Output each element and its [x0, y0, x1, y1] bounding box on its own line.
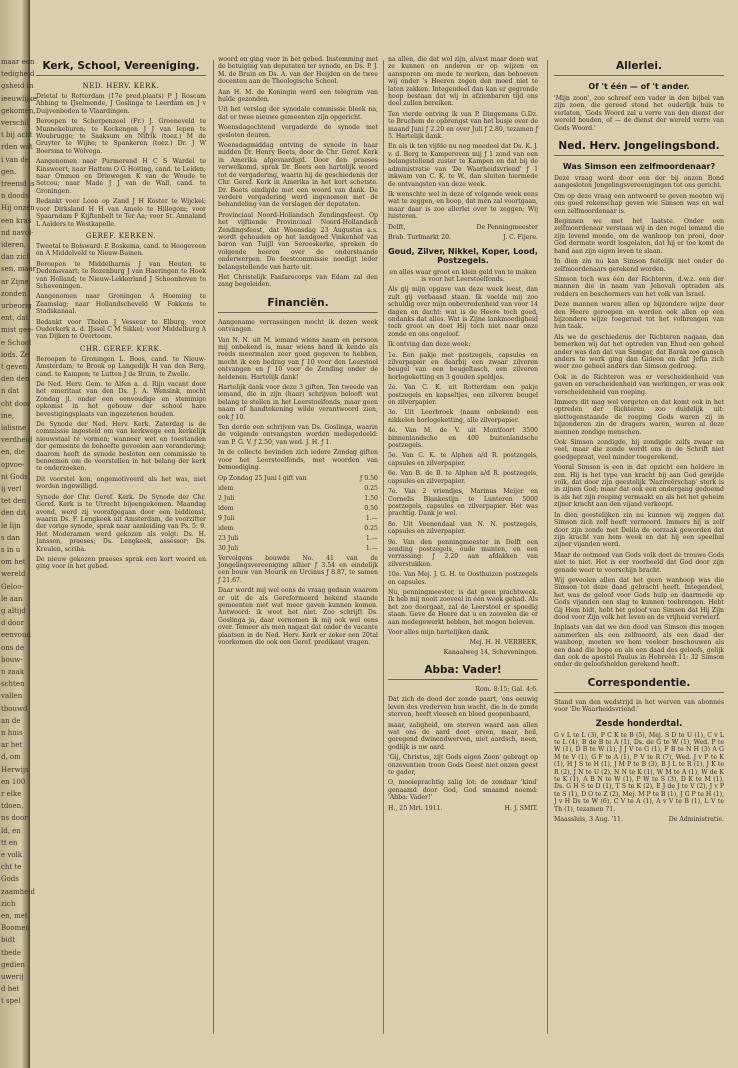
spine-text-fragment: ons de	[1, 643, 25, 652]
spine-text-fragment: ar Zijne	[1, 277, 29, 286]
gift-amount: 0.50	[364, 504, 378, 512]
signature-role: De Penningmeester	[476, 223, 538, 231]
spine-text-fragment: n doods	[1, 192, 29, 201]
gift-row	[218, 495, 378, 502]
gift-row	[218, 545, 378, 552]
poem-reference	[388, 686, 538, 693]
article-text: Dit voorstel kon, ongemotiveerd als het was, niet worden ingewilligd.	[36, 475, 206, 491]
article-text: Bedankt voor Loon op Zand J H Koster te Wijckel; voor Dirksland H H van Amelo te Hillegom; voor Spaarndam F Kijftenbelt te Ter Aa; voor St. Annaland L Aalders te Westkapelle.	[36, 198, 206, 228]
gift-date: idem	[218, 524, 234, 532]
spine-text-fragment: bouw-	[1, 655, 23, 664]
article-text: en alles waar groot en klein geld van te maken is voor het Leerstoelfonds.	[389, 268, 537, 283]
spine-text-fragment: e School	[1, 338, 32, 347]
spine-text-fragment: s in u	[1, 546, 21, 554]
spine-text-fragment: een kras	[1, 216, 32, 225]
spine-text-fragment: s dan	[1, 533, 20, 542]
spine-text-fragment: verschil	[1, 119, 29, 127]
spine-text-fragment: e volk	[1, 851, 23, 859]
gift-row	[218, 485, 378, 492]
article-text: woord en ging voor in het gebed. Instemming met de betuiging van deputaten ter synode, en Ds. P. J. M. de Bruin en Ds. A. van der Heijden en de twee docenten aan de Theologische School.	[218, 56, 378, 86]
article-text: Beroepen te Scherpenzeel (Fr.) J. Groeneveld te Munnekeburen; te Kockengen J J van Iepen te Woubrugge; te Saaksum en Nifrik (toez.) M de Gruyter te Wijhe; te Spankeren (toez.) Dr. J W Boersma te Wolvega.	[36, 118, 206, 155]
article-text: Aangename verrassingen mocht ik dezen week ontvangen.	[218, 318, 378, 334]
spine-text-fragment: zich	[1, 899, 16, 908]
column-leerstoel	[388, 52, 538, 1064]
subheader-ned-herv: NED. HERV. KERK.	[82, 82, 160, 90]
gift-date: 30 Juli	[218, 544, 239, 552]
spine-text-fragment: t bij acht	[1, 131, 33, 140]
spine-text-fragment: ideren,	[1, 241, 27, 249]
signature-line	[388, 224, 538, 231]
announcement-title: Zesde honderdtal.	[595, 717, 683, 728]
section-header-goud: Goud, Zilver, Nikkel, Koper, Lood, Postzegels.	[388, 246, 538, 265]
poem-reference-text: Rom. 8:15; Gal. 4:6.	[475, 686, 538, 694]
spine-text-fragment: maar een	[1, 58, 35, 66]
spine-text-fragment: ieeuwlijke	[1, 94, 38, 103]
spine-text-fragment: treemd is	[1, 180, 35, 188]
section-header-financien: Financiën.	[218, 297, 378, 313]
announcement-sender: De Administratie.	[668, 816, 724, 824]
spine-text-fragment: en 100	[1, 777, 26, 786]
article-text: Uit het verslag der synodale commissie bleek na, dat er twee nieuwe gemeenten zijn opgericht.	[218, 106, 378, 121]
article-text: 'Mijn zoon', zoo schreef een vader in den bijbel van zijn zoon, die gereed stond het ouderlijk huis te verlaten, 'Gods Woord zal u verre van den dienst der wereld houden, of — de dienst der wereld verre van Gods Woord.'	[554, 95, 724, 132]
article-text: Als we de geschiedenis der Richteren nagaan, dan bemerken wij dat het optreden van Ehud een geheel ander was dan dat van Samgar, dat Barak zoo gansch anders te werk ging dan Gideon en dat Jefta zich weer zoo geheel anders dan Simson gedroeg.	[554, 333, 724, 371]
spine-text-fragment: Gods	[1, 875, 19, 884]
article-text: Ook Simson zondigde, hij zondigde zelfs zwaar en veel, maar die zonde wordt ons in de Schrift niet goedgepraat, veel minder toegerekend.	[554, 439, 724, 461]
gift-amount: 1.—	[365, 534, 378, 542]
spine-text-fragment: d door	[1, 619, 24, 628]
subheader-geref: GEREF. KERKEN.	[85, 231, 157, 240]
spine-text-fragment: eenvoud	[1, 631, 31, 640]
spine-text-fragment: urbeorig	[1, 302, 32, 310]
spine-text-fragment: ar het	[1, 741, 23, 750]
spine-text-fragment: zaamheid	[1, 887, 36, 896]
section-header-allerlei: Allerlei.	[554, 60, 724, 76]
gift-amount: ƒ 0.50	[359, 474, 378, 482]
subheader-chr-geref: CHR. GEREF. KERK.	[79, 344, 163, 353]
spine-text-fragment: ns door	[1, 814, 28, 823]
spine-text-fragment: le lijn	[1, 521, 21, 530]
article-text: Ook in de Richteren was er verscheidenheid van gaven en verscheidenheid van werkingen, er was ook verscheidenheid van roeping.	[554, 373, 724, 396]
article-text: Het Christelijk Fanfarecorps van Edam zal den zang begeleiden.	[218, 273, 378, 289]
article-title: Was Simson een zelfmoordenaar?	[562, 162, 716, 172]
column-synod-finance	[218, 52, 378, 1064]
article-text: En als ik ten vijfde nu nog meedeel dat Ds. K. J. v. d. Berg te Kampereven mij ƒ 1 zond van een belangstellend zuster te Kampen en dat bij de administratie van 'De Waarheidsvriend' ƒ 1 inkwam van C. K. te W., dan sluiten hiermede de ontvangsten van deze week.	[388, 143, 538, 188]
left-page-edge	[0, 0, 38, 1068]
gift-row	[218, 525, 378, 532]
poem-stanza: Dat zich de dood der zonde paart, 'ons eeuwig leven des vrederven hun wacht, die in de zonde sterven, heeft vleesch en bloed geopenbaard,	[388, 696, 538, 719]
spine-text-fragment: zonden	[1, 289, 27, 298]
gift-date: 2 Juli	[218, 494, 235, 502]
spine-text-fragment: tt en	[1, 838, 18, 847]
article-text: Vervolgens bouwde No. 41 van de Jongelingsvereeniging alhier ƒ 3.54 en eindelijk een bouw van Mourik en Urcinus ƒ 8.87, te samen ƒ 21.67.	[218, 554, 378, 584]
announcement-signature	[554, 816, 724, 823]
spine-text-fragment: schten	[1, 680, 25, 689]
article-text: Immers dit mag wel vergeten en dat komt ook in het optreden der Richteren zoo duidelijk uit: niettegenstaande de roeping Gods waren zij in bijzonderen zin de dragers waren, waren al deze mannen zondige menschen.	[554, 399, 724, 436]
section-header-jongelingsbond: Ned. Herv. Jongelingsbond.	[554, 140, 724, 156]
poem-stanza: maar, zaligheid, om sterven waard aan allen wat ons de aard doet erven, maar, heil, geregend dwinendwerven, niet aardsch, neen, godlijk is uw aard.	[388, 721, 538, 751]
column-allerlei	[554, 52, 724, 1064]
column-rule	[547, 60, 548, 1034]
signature-address: Brab. Turfmarkt 20.	[388, 233, 452, 241]
article-text: Ik wenschte wel in deze of volgende week eens wat te zeggen, en hoop, dat men zal voortgaan, maar daar is zoo allerlei over te zeggen; Wij luisteren.	[388, 190, 538, 221]
article-text: Hartelijk dank voor deze 3 giften. Ten tweede van iemand, die in zijn (haar) schrijven belooft wat belang te stellen in het Leerstoelfonds, maar geen naam of handtekening wilde verantwoord zien, ook ƒ 10.	[218, 384, 378, 421]
article-text: Woensdagmiddag ontving de synode in haar midden Dr. Henry Beets, door de Chr. Geref. Kerk in Amerika afgevaardigd. Door den praeses verwelkomd, sprak Dr. Beets een hartelijk woord tot de vergadering, waarin hij de geschiedenis der Chr. Geref. Kerk in Amerika in het kort schetste. Dr. Beets eindigde met een woord van dank. De verdere vergadering werd ingenomen met de behandeling van de verslagen der deputaten.	[218, 142, 378, 209]
spine-text-fragment: mist gee-	[1, 326, 34, 335]
article-text: 2e. Van C. K. uit Rotterdam een pakje postzegels en kapseltjes, een zilveren beugel en zilverpapier.	[388, 384, 538, 407]
spine-text-fragment: bidt	[1, 936, 16, 945]
article-text: Deze mannen waren allen op bijzondere wijze door den Heere geroepen en werden ook allen op een bijzondere wijze toegerust tot het volbrengen van hun taak.	[554, 301, 724, 331]
spine-text-fragment: ld, en	[1, 826, 21, 835]
article-text: Aan H. M. de Koningin werd een telegram van hulde gezonden.	[218, 88, 378, 104]
spine-text-fragment: ni Gods	[1, 472, 28, 481]
gift-date: 9 Juli	[218, 514, 235, 522]
spine-text-fragment: gedien	[1, 960, 25, 969]
column-rule	[383, 60, 384, 1034]
spine-text-fragment: gen.	[1, 167, 17, 176]
signature-name: J. C. Fijere.	[503, 233, 538, 241]
spine-text-fragment: i van de	[1, 155, 29, 164]
article-text: Als gij mijn opgave van deze week leest, dan zult gij verbaasd staan. Ik voelde mij zoo schuldig over mijn onbevredenheid van voor 14 dagen en dacht: wat is de Heere toch goed, ondanks dat alles. Wat is Zijne lankmoedigheid toch groot en doet Hij toch niet naar onze zonde en ons ongeloof.	[388, 286, 538, 338]
signature-line	[388, 234, 538, 241]
poem-author: H. J. SMIT.	[504, 804, 538, 812]
signature-line	[388, 649, 538, 656]
column-church-news	[36, 52, 206, 1064]
article-text: 3e. Uit Leerbroek (naam onbekend) een nikkelen horlogeketting, alle zilverpapier.	[388, 409, 538, 424]
article-text: Provinciaal Noord-Hollandsch Zendingsfeest. Op het vijftiende Provinciaal Noord-Hollandsch Zendingsfeest, dat Woensdag 23 Augustus a.s. wordt gehouden op het landgoed Vinkenhof van baron van Tuijll van Serooskerke, spreken de volgende heeren over de onderstaande onderwerpen. De feestcommissie noodigt ieder belangstellende van harte uit.	[218, 211, 378, 271]
gift-table	[218, 475, 378, 552]
article-text: Om op deze vraag een antwoord te geven moeten wij ons goed rekenschap geven wie Simson was en wat een zelfmoordenaar is.	[554, 192, 724, 215]
article-text: 6e. Van B. de B. te Alphen a/d R. postzegels, capsules en zilverpapier.	[388, 470, 538, 485]
poem-signature	[388, 805, 538, 812]
article-text: Ten derde een schrijven van Ds. Goslinga, waarin de volgende ontvangsten worden medegedeeld: van P. G. V. ƒ 2.50, van wed. J. H. ƒ 1.	[218, 424, 378, 446]
spine-text-fragment: d het	[1, 985, 20, 994]
article-text: Synode der Chr. Geref. Kerk. De Synode der Chr. Geref. Kerk is te Utrecht bijeengekomen. Maandag avond, werd zij voorafgegaan door een biddienst, waarin Ds. F. Lengkeek uit Amsterdam, de voorzitter der vorige synode, sprak naar aanleiding van Ps. 5: 9. Het Moderamen werd gekozen als volgt: Ds. H. Janssen, praeses; Ds. Lengkeek, assessor; Ds. Kreulen, scriba.	[36, 493, 206, 553]
spine-text-fragment: vallen	[1, 692, 23, 701]
article-title: Of 't één — of 't ander.	[588, 82, 690, 91]
article-text: Daar wordt mij wel eens de vraag gedaan waarom er uit de als Gereformeerd bekend staande gemeenten niet wat meer gaven kunnen komen. Antwoord: ik weet het niet. Zoo schrijft Ds. Goslinga ja, daar vernomen ik mij ook wel eens over. Temeer als men nagaat dat onder de vacante plaatsen in de Ned. Herv. Kerk er zeker een 20tal voorkomen die ook een Geref. predikant vragen.	[218, 587, 378, 646]
spine-text-fragment: t spel	[1, 997, 21, 1006]
spine-text-fragment: en, die	[1, 448, 25, 457]
spine-text-fragment: cht te	[1, 863, 22, 872]
spine-text-fragment: opvoe-	[1, 460, 25, 469]
article-text: 10e. Van Mej. J. G. H. te Oosthuizen postzegels en capsules.	[388, 571, 538, 586]
gift-row	[218, 515, 378, 522]
spine-text-fragment: tbouwd	[1, 704, 28, 713]
spine-text-fragment: den den	[1, 375, 30, 384]
spine-text-fragment: ine,	[1, 411, 15, 420]
spine-text-fragment: verdheid	[1, 436, 33, 445]
article-text: 4e. Van M. de V. uit Montfoort 3500 binnenlandsche en 400 buitenlandsche postzegels.	[388, 427, 538, 450]
spine-text-fragment: Hij onzen	[1, 204, 35, 213]
spine-text-fragment: Herwijs	[1, 765, 29, 774]
gift-date: idem	[218, 484, 234, 492]
article-text: Aangenomen naar Groningen A Hoeming te Zaamslag; naar Hollandscheveld W Fokkens te Stadskanaal.	[36, 293, 206, 316]
article-text: Maar de ootmoed van Gods volk doet de trouwe Gods niet te niet. Het is eer voorbeeld dat God door zijn genade weer te voorschijn bracht.	[554, 551, 724, 574]
spine-text-fragment: tbede	[1, 948, 22, 957]
spine-text-fragment: r elke	[1, 790, 22, 798]
gift-row	[218, 505, 378, 512]
announcement-place: Maassluis, 3 Aug. '11.	[554, 816, 623, 824]
gift-amount: 0.25	[364, 484, 378, 492]
article-text: De Ned. Herv. Gem. te Alfen a. d. Rijn vacant door het emeritaat van den Ds. J. A. Wensink, mocht Zondag jl. onder een eenvoudige en stemmige opkomst in het gebouw der school hare bevestigingsplaats van ingezetenen houden.	[36, 381, 206, 418]
spine-text-fragment: nd navol-	[1, 228, 34, 237]
gift-date: 23 Juli	[218, 534, 239, 542]
spine-text-fragment: den dit	[1, 509, 26, 518]
spine-text-fragment: gsheid in	[1, 82, 34, 91]
article-text: De nieuw gekozen praeses sprak een kort woord en ging voor in het gebed.	[36, 555, 206, 571]
article-text: Deze vraag werd door een der bij onzen Bond aangesloten Jongelingsvereenigingen tot ons gericht.	[554, 175, 724, 190]
spine-text-fragment: an de	[1, 716, 21, 725]
spine-text-fragment: Geloo-	[1, 582, 24, 591]
spine-text-fragment: en, met	[1, 912, 28, 920]
spine-text-fragment: g altijd	[1, 607, 26, 615]
spine-text-fragment: cht door	[1, 399, 31, 408]
gift-date: idem	[218, 504, 234, 512]
article-text: Van N. N. uit M. iemand wiens naam en persoon mij onbekend is, maar wiens hand ik kende als reeds meermalen zeer goed gegeven te hebben, mocht ik een bedrag van ƒ 10 voor den Leerstoel ontvangen en ƒ 10 voor de Zending onder de heidenen. Hartelijk dank!	[218, 336, 378, 381]
column-rule	[213, 60, 214, 1034]
spine-text-fragment: d, om	[1, 753, 21, 762]
spine-text-fragment: om het	[1, 558, 26, 567]
article-text: In de collecte bevinden zich iedere Zondag giften voor het Leerstoelfonds, met woorden van bemoediging.	[218, 449, 378, 472]
poem-stanza: 'Gij, Christus, zijt Gods eigen Zoon' gebragt op onzeventien troon Gods Geest niet onzen geest te gader,	[388, 754, 538, 777]
gift-amount: 0.25	[364, 524, 378, 532]
article-text: Voor alles mijn hartelijken dank.	[388, 629, 490, 636]
spine-text-fragment: sen, maar	[1, 265, 37, 274]
article-text: In dien geestelijken zin nu kunnen wij zeggen dat Simson zich zelf heeft vermoord. Immers hij is zelf door zijn zonde met Delila de oorzaak geworden dat zijn kracht van hem week en dat hij een speelbal zijner vijanden werd.	[554, 511, 724, 549]
gift-row	[218, 535, 378, 542]
gift-amount: 1.50	[364, 494, 378, 502]
spine-text-fragment: n dat	[1, 387, 20, 396]
article-text: Ik ontving dan deze week:	[388, 341, 471, 349]
spine-text-fragment: dan zich	[1, 253, 31, 262]
section-header-kerk: Kerk, School, Vereeniging.	[36, 60, 206, 76]
article-text: De Synode der Ned. Herv. Kerk. Zaterdag is de commissie ingesteld om van kerkwege een kerkelijk nieuwstaal te vormen; wanneer wet en toestanden der gemeente de behoefte gevoelen aan verandering; daarom heeft de synode besloten een commissie te benoemen om de voorstellen in het belang der kerk te onderzoeken.	[36, 421, 206, 473]
section-header-abba: Abba: Vader!	[388, 664, 538, 680]
article-text: Wij geveolen allen dat het geen wanhoop was die Simson tot deze daad gebracht heeft. Integendeel, het was de geloof voor Gods hulp en daarmede op Gods vijanden een slag te kunnen toebrengen. Hebt Gij Hem bidt, hebt het geloof van Simson dat Hij Zijn dood voor Zijn volk het leven en de vrijheid verwierf.	[554, 576, 724, 621]
signature-line	[388, 639, 538, 646]
spine-text-fragment: wereld	[1, 570, 26, 579]
article-text: Stand van den wedstrijd in het werven van abonnés voor 'De Waarheidsvriend.'	[554, 698, 724, 714]
spine-text-fragment: n zaak	[1, 668, 25, 676]
article-text: Simson toch was één der Richteren, d.w.z. een der mannen die in naam van Jehovah optraden als redders en beschermers van het volk van Israel.	[554, 275, 724, 298]
spine-text-fragment: ent, dat	[1, 314, 29, 323]
article-text: Aangenomen naar Purmerend H C S Wardel te Kinsweert; naar Hattem O G Hoiting, cand. te Leiden; naar Ommen en Driewegen K van de Woude te Setcou; naar Made J J van de Wall, cand. te Groningen.	[36, 158, 206, 195]
poem-date: H., 25 Mrt. 1911.	[388, 804, 443, 812]
article-text: Beginnen we met het laatste. Onder een zelfmoordenaar verstaan wij in den regel iemand die zijn levend moede, om de wanhoop ten prooi, door God dermate wordt losgelaten, dat hij er toe komt de hand aan zijn eigen leven te slaan.	[554, 218, 724, 255]
spine-text-fragment: n huis	[1, 729, 23, 737]
article-text: Beroepen te Middelharnis J van Heuten te Dedemsvaart; te Rozenburg J van Haeringen te Hoek van Holland; te Nieuw-Lekkerland J Schoonhoven te Scheveningen.	[36, 260, 206, 290]
article-text: In dien zin nu kan Simson feitelijk niet onder de zelfmoordenaars gerekend worden.	[554, 258, 724, 273]
article-text: 7e. Van 2 vriendjes, Marinus Meijer en Cornelis Blankestijn te Lunteren 5000 postzegels, capsules en zilverpapier. Het was prachtig. Dank je wel.	[388, 488, 538, 518]
article-text: 5e. Van C. K. te Alphen a/d R. postzegels, capsules en zilverpapier.	[388, 452, 538, 467]
article-text: 1e. Een pakje met postzegels, capsules en zilverpapier en daarbij een zwaar zilveren beugel van een beugeltasch, een zilveren horlogeketting en 3 gouden speldjes.	[388, 351, 538, 381]
spine-text-fragment: Boomen	[1, 924, 30, 933]
article-text: Woensdagochtend vergaderde de synode met gesloten deuren.	[218, 124, 378, 139]
spine-text-fragment: tet den	[1, 497, 27, 506]
gift-amount: 1.—	[365, 544, 378, 552]
article-text: Inplaats van dat we den dood van Simson dus mogen aanmerken als een zelfmoord, als een daad der wanhoop, moeten we hem veeleer beschouwen als een daad die hope en als een daad des geloofs, gelijk dan ook de apostel Paulus in Hebreën 11: 32 Simson onder de geloofshelden gerekend heeft.	[554, 624, 724, 669]
article-text: Vooral Simson is een in dat opzicht een heldere in zen. Hij is het type van kracht bij aan God gewijde volk, dat door zijn geestelijk 'Nazireërschap' sterk is in zijnen God; maar dat ook een ondergang gedoemd is als het zijn roeping vermaakt en als het het geheim zijner kracht aan den vijand verkoopt.	[554, 464, 724, 509]
article-text: Beroepen te Groningen L. Boes, cand. te Nieuw-Amsterdam; te Broek op Langedijk H van den Berg, cand. te Kampen; te Lutten J de Bruin, te Zwolle.	[36, 355, 206, 378]
article-text: 8e. Uit Veenendaal van N. N. postzegels, capsules en zilverpapier.	[388, 520, 538, 536]
spine-text-fragment: tdoen,	[1, 802, 24, 811]
article-text: Tweetal te Bolsward: E Boskema, cand. te Hoogeveen en A Middelveld te Nieuw-Buinen.	[36, 242, 206, 258]
spine-text-fragment: le aan	[1, 594, 23, 603]
spine-text-fragment: uwerij	[1, 973, 24, 981]
gift-row	[218, 475, 378, 482]
article-text: Ten vierde ontving ik van P. Dingemans G.Dz. te Bruchem de opbrengst van het busje over de maand Juni ƒ 2.20 en over Juli ƒ 2.80, tezamen ƒ 5. Hartelijk dank.	[388, 110, 538, 141]
signature-name: Mej. H. H. VERBEEK,	[469, 639, 538, 647]
spine-text-fragment: tedigheid	[1, 70, 35, 79]
gift-date: Op Zondag 25 Juni l gift van	[218, 474, 307, 482]
article-text: Nu, penningmeester, is dat geen prachtweek. Ik heb mij nooit zooveel in één week gehad. Als het zoo doorgaat, zal de Leerstoel er spoedig staan. Geve de Heere dat u en zoovelen die er aan medegewerkt hebben, het mogen beleven.	[388, 588, 538, 626]
spine-text-fragment: ialisme	[1, 424, 27, 432]
spine-text-fragment: gekomen,	[1, 106, 36, 115]
article-text: na allen, die dat wel zijn, alvast maar doen wat ze kunnen en anderen er op wijzen en aansporen om mede te werken, dan behoeven wij onder 's Heeren zegen den moed niet te laten zakken. Integendeel dan kan er gegronde hoop bestaan dat wij in afzienbaren tijd ons doel zullen bereiken.	[388, 56, 538, 108]
spine-text-fragment: t geven,	[1, 363, 30, 371]
poem-stanza: O, mooieprachtig zalig lot: de zondaar 'kind' genaamd door God, God smaamd noemd: 'Abba: Vader!'	[388, 779, 538, 802]
spine-text-fragment: iods. Ze	[1, 350, 29, 359]
section-header-correspondentie: Correspondentie.	[554, 677, 724, 693]
signature-place: Delft,	[388, 223, 406, 231]
spine-text-fragment: ij verl	[1, 485, 22, 493]
signature-address: Kanaalweg 14, Scheveningen.	[443, 649, 538, 657]
spine-text-fragment: rden wat	[1, 143, 33, 152]
newspaper-body	[36, 52, 726, 1064]
article-text: Bedankt voor Tholen J Vesseur te Elburg; voor Ouderkerk a. d. IJssel C M Sikkel; voor Middelburg A van Dijken te Overtoom.	[36, 318, 206, 341]
gift-amount: 1.—	[365, 514, 378, 522]
article-text: Drietal te Rotterdam (17e pred.plaats) P J Roscam Abbing te IJselmonde, J Goslinga te Leerdam en J v Duijvenboden te Vlaardingen.	[36, 93, 206, 115]
article-text: G v L te L (3), P C K te B (5), Mej. S D te U (1), C v L te L (4), B de B te A (1), Ds. de G te W (1), Wed. P te W (1), D B te W (1), J J V te G (1), F B te N H (3) A G M te V (1), G F te A (1), P V te R (7), Wed. J v P te K (1), H J S te H (1), J M P te B (3), B J L te R (1), J K te R (2), J N te U (2), N N te K (1), W M te A (1), W de K te K (1), A B N te W (1), P W te S (3), D K te M (1), Ds. G H S te D (1), T S te K (2), E J de J te V (2), J v P te S (1), D O te Z (2), Mej. M P te B (1), J G P te H (1), J v H Ds te W (6), C V te A (1), A v V te B (1), L V te Th (1), tezamen 71.	[554, 731, 724, 813]
article-text: 9e. Van den penningmeester in Delft een zending postzegels, oude munten, en een verrassing: ƒ 2.20 aan afdakken van zilverstukken.	[388, 538, 538, 568]
